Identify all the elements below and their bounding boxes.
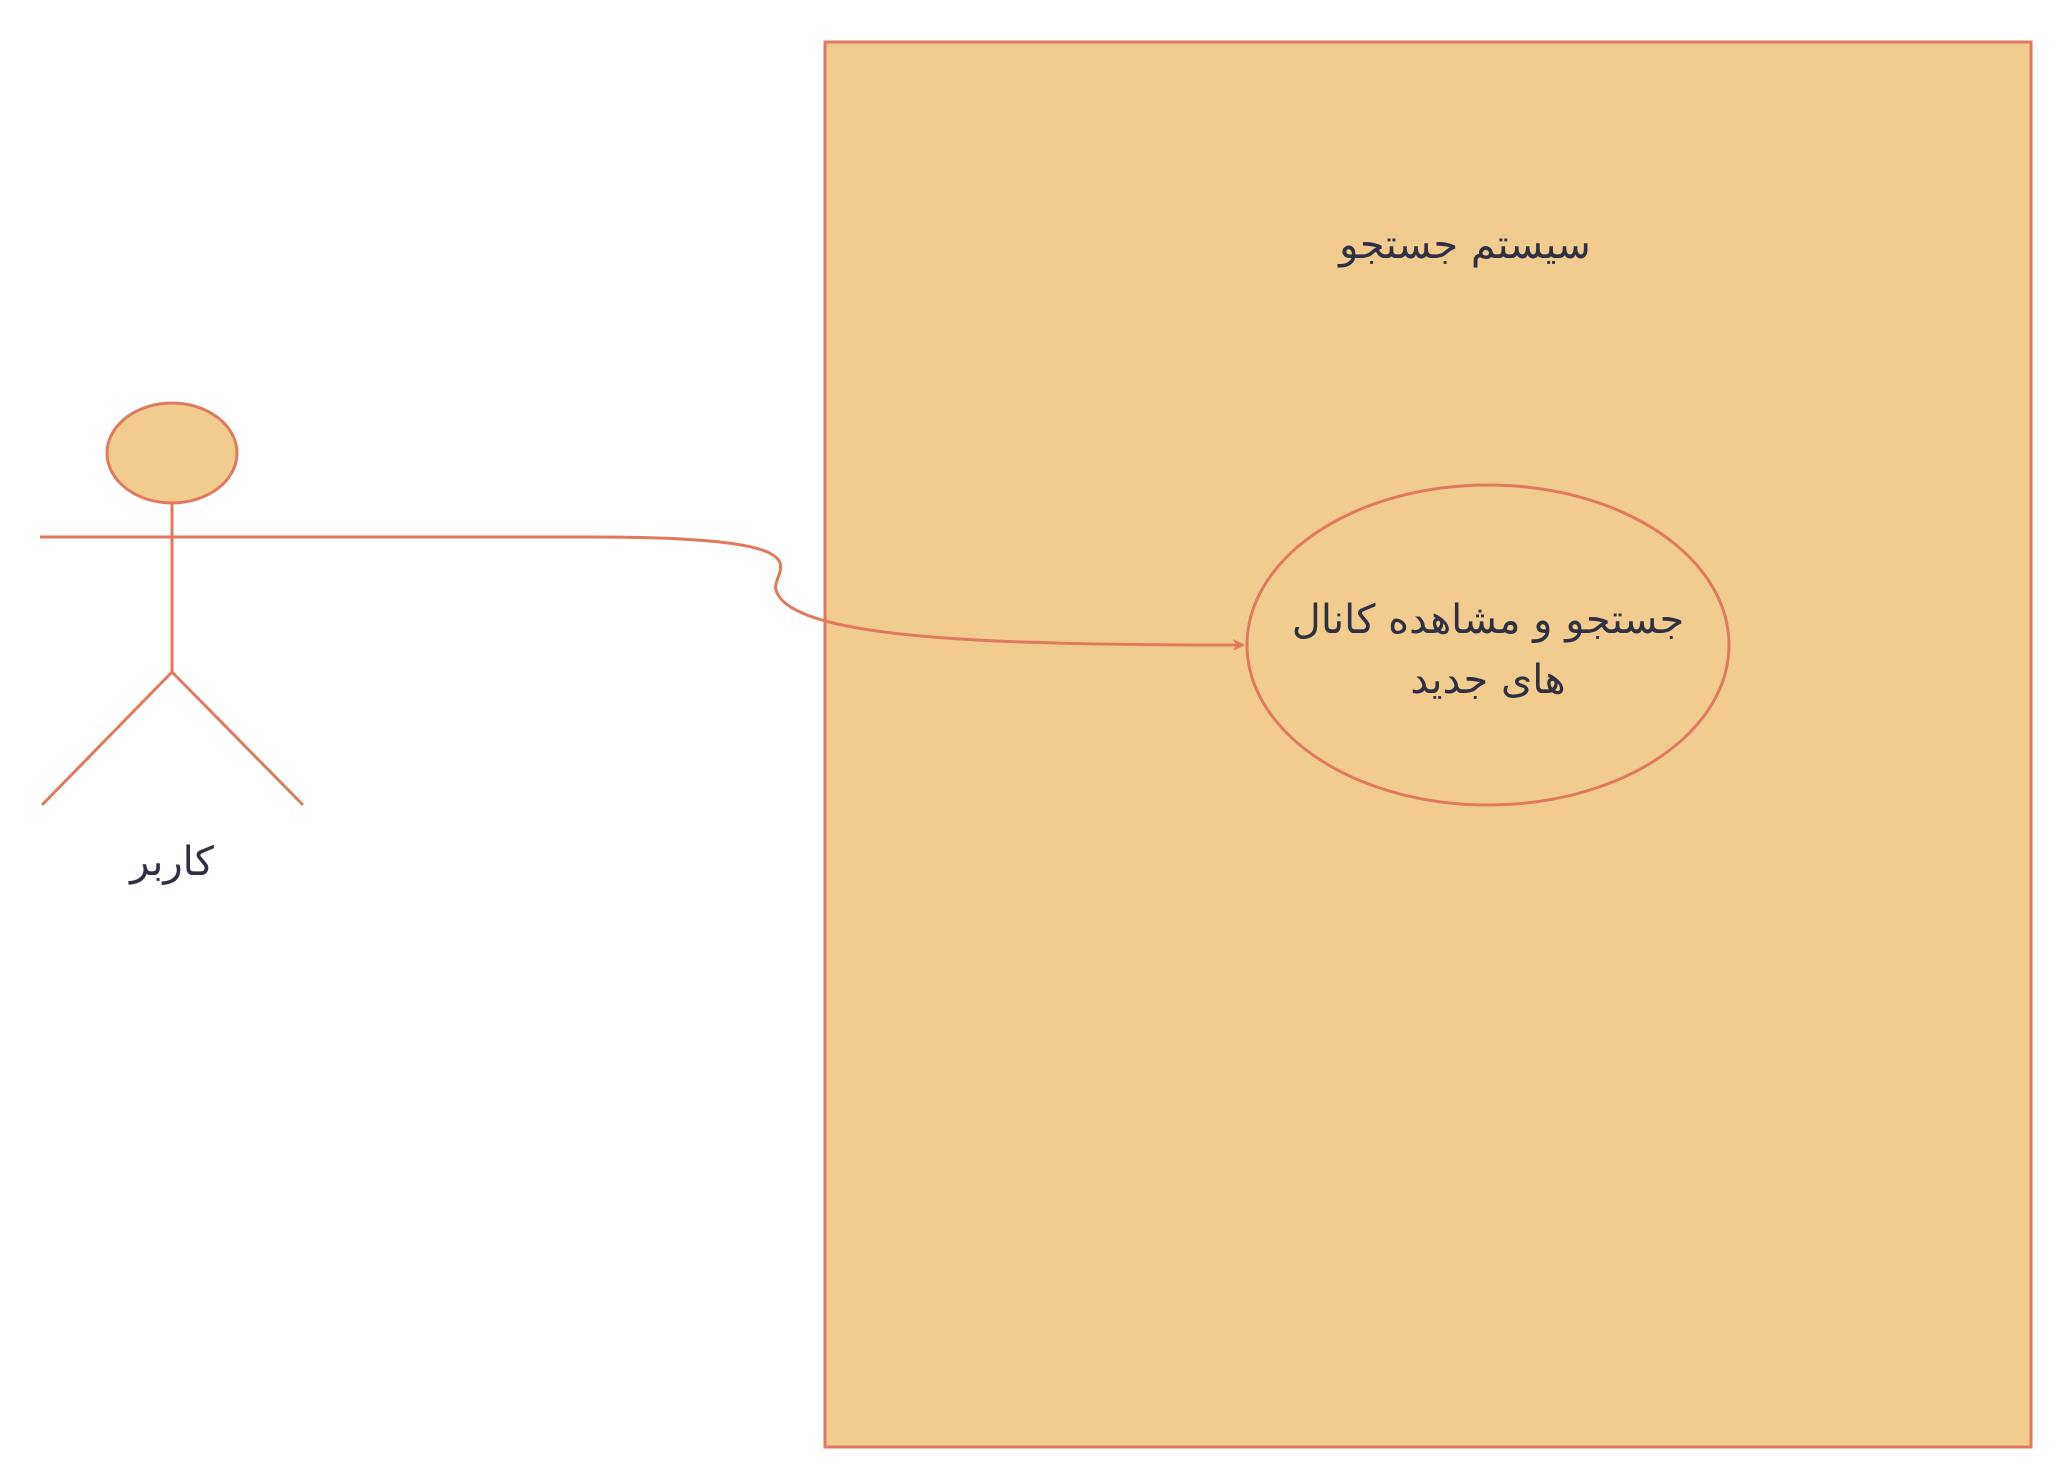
actor-label: کاربر bbox=[130, 839, 214, 885]
use-case-ellipse[interactable] bbox=[1247, 485, 1729, 805]
actor-right-leg bbox=[172, 672, 303, 805]
actor-left-leg bbox=[42, 672, 172, 805]
use-case-label-line-1: جستجو و مشاهده کانال bbox=[1291, 597, 1685, 643]
actor-head[interactable] bbox=[107, 403, 237, 503]
system-title: سیستم جستجو bbox=[1339, 222, 1591, 268]
use-case[interactable] bbox=[1247, 485, 1729, 805]
use-case-label-line-2: های جدید bbox=[1410, 657, 1566, 703]
actor[interactable] bbox=[40, 403, 303, 885]
